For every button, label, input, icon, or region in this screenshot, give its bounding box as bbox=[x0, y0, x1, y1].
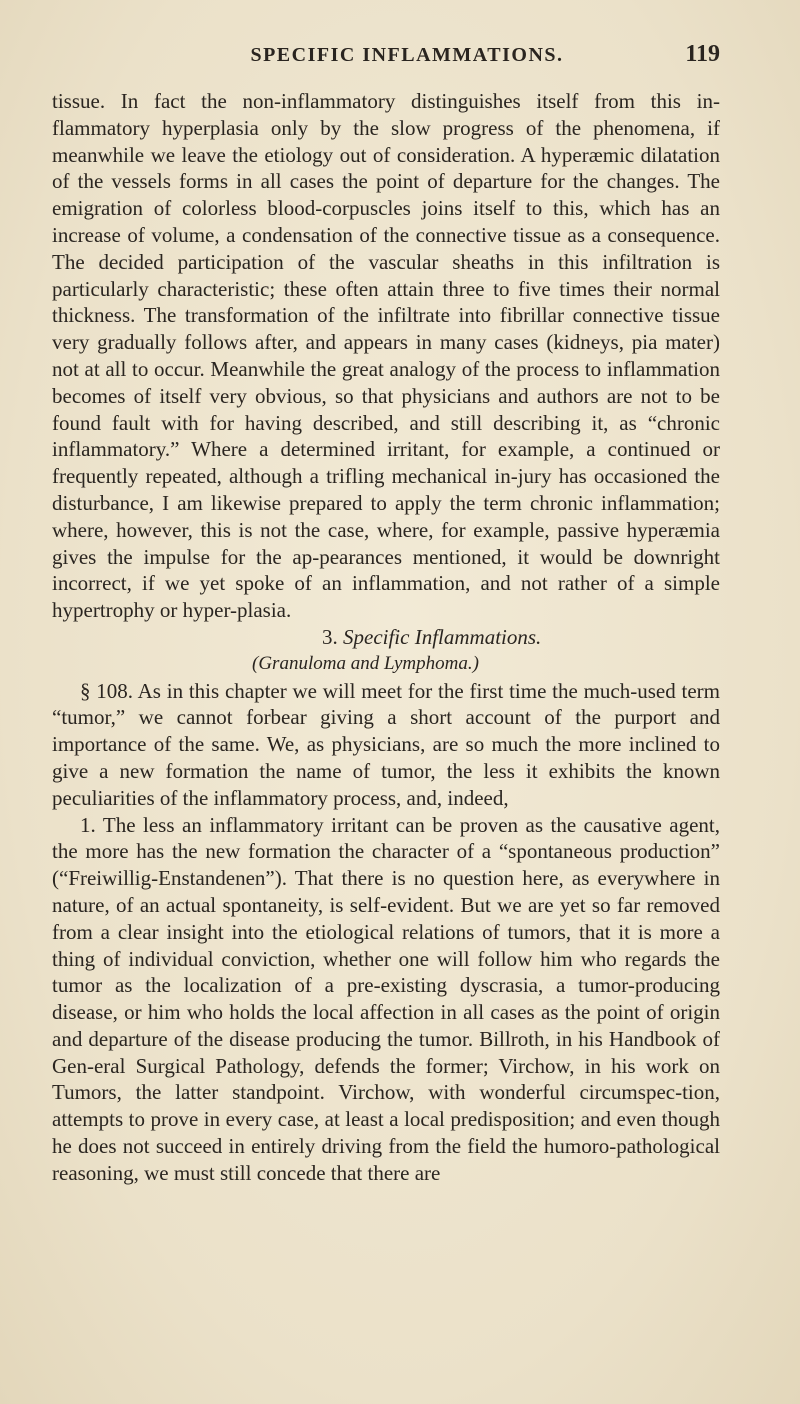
body-text bbox=[52, 88, 720, 1187]
paragraph-108: § 108. As in this chapter we will meet for the first time the much-used term “tumor,” we cannot forbear giving a short account of the purport and importance of the same. We, as physicians, are so much the more inclined to give a new formation the name of tumor, the less it exhibits the known peculiarities of the inflammatory process, and, indeed, bbox=[52, 678, 720, 810]
section-heading bbox=[52, 624, 720, 651]
section-number: 3. bbox=[322, 624, 338, 649]
numbered-item-1: 1. The less an inflammatory irritant can be proven as the causative agent, the more has the new formation the character of a “spontaneous production” (“Freiwillig-Enstandenen”). That there is no question here, as everywhere in nature, of an actual spontaneity, is self-evident. But we are yet so far removed from a clear insight into the etiological relations of tumors, that it is more a thing of individual conviction, whether one will follow him who regards the tumor as the localization of a pre-existing dyscrasia, a tumor-producing disease, or him who holds the local affection in all cases as the point of origin and departure of the disease producing the tumor. Billroth, in his Handbook of Gen-eral Surgical Pathology, defends the former; Virchow, in his work on Tumors, the latter standpoint. Virchow, with wonderful circumspec-tion, attempts to prove in every case, at least a local predisposition; and even though he does not succeed in entirely driving from the field the humoro-pathological reasoning, we must still concede that there are bbox=[52, 812, 720, 1185]
paragraph-continuation: tissue. In fact the non-inflammatory distinguishes itself from this in-flammatory hyperplasia only by the slow progress of the phenomena, if meanwhile we leave the etiology out of consideration. A hyperæmic dilatation of the vessels forms in all cases the point of departure for the changes. The emigration of colorless blood-corpuscles joins itself to this, which has an increase of volume, a condensation of the connective tissue as a consequence. The decided participation of the vascular sheaths in this infiltration is particularly characteristic; these often attain three to five times their normal thickness. The transformation of the infiltrate into fibrillar connective tissue very gradually follows after, and appears in many cases (kidneys, pia mater) not at all to occur. Meanwhile the great analogy of the process to inflammation becomes of itself very obvious, so that physicians and authors are not to be found fault with for having described, and still describing it, as “chronic inflammatory.” Where a determined irritant, for example, a continued or frequently repeated, although a trifling mechanical in-jury has occasioned the disturbance, I am likewise prepared to apply the term chronic inflammation; where, however, this is not the case, where, for example, passive hyperæmia gives the impulse for the ap-pearances mentioned, it would be downright incorrect, if we yet spoke of an inflammation, and not rather of a simple hypertrophy or hyper-plasia. bbox=[52, 89, 720, 623]
page-header bbox=[94, 41, 720, 72]
page-number: 119 bbox=[685, 41, 720, 67]
section-title: Specific Inflammations. bbox=[343, 624, 542, 649]
running-head: SPECIFIC INFLAMMATIONS. bbox=[250, 44, 564, 66]
section-subtitle: (Granuloma and Lymphoma.) bbox=[252, 652, 479, 674]
